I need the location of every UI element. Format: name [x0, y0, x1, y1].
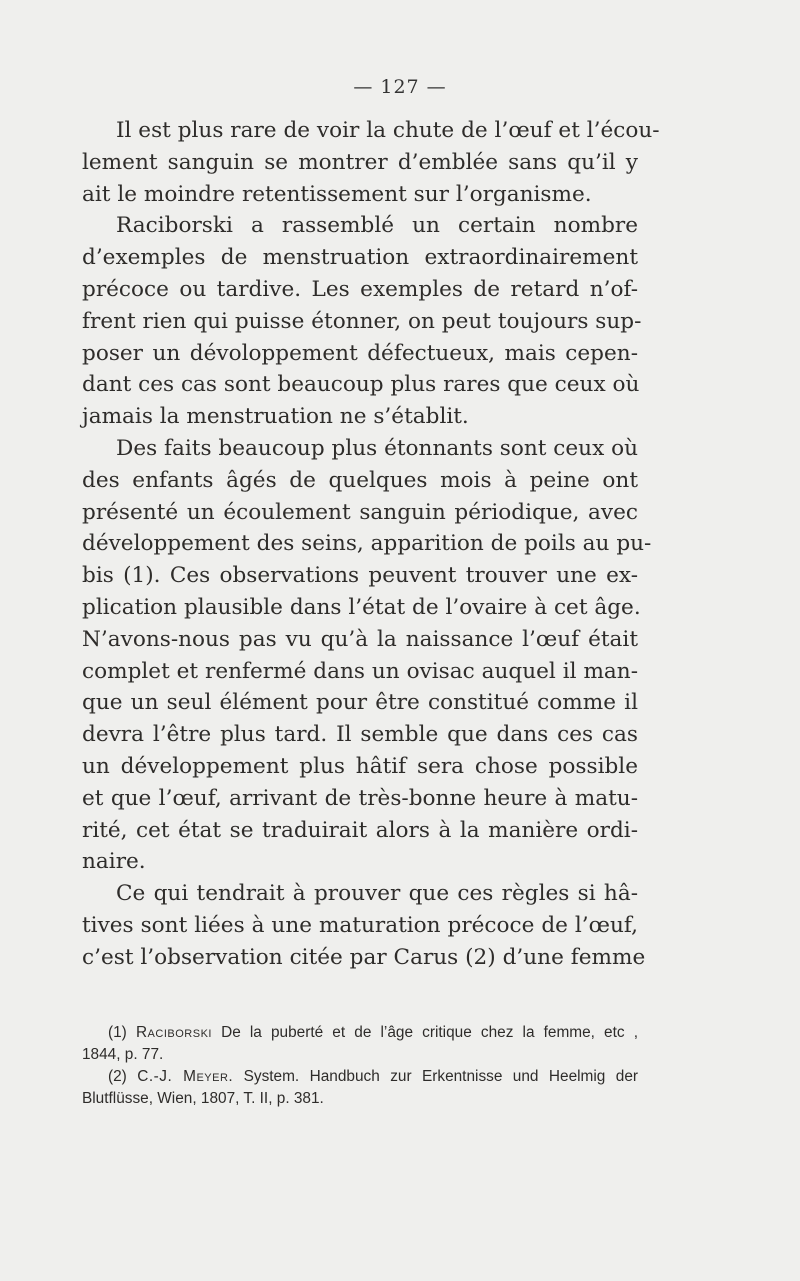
text-line: devra l’être plus tard. Il semble que dans ces cas: [82, 722, 638, 748]
footnote-1: [82, 1022, 638, 1044]
text-line: d’exemples de menstruation extraordinairement: [82, 245, 638, 271]
text-line: poser un dévoloppement défectueux, mais cepen-: [82, 340, 638, 366]
text-line: dant ces cas sont beaucoup plus rares que ceux où: [82, 372, 640, 398]
footnote-text: System. Handbuch zur Erkentnisse und Heelmig der: [243, 1068, 638, 1085]
text-line: plication plausible dans l’état de l’ovaire à cet âge.: [82, 594, 641, 620]
footnote-2-continuation: Blutflüsse, Wien, 1807, T. II, p. 381.: [82, 1090, 324, 1107]
text-line: N’avons-nous pas vu qu’à la naissance l’œuf était: [82, 626, 638, 652]
text-line: développement des seins, apparition de poils au pu-: [82, 531, 652, 557]
text-line: lement sanguin se montrer d’emblée sans qu’il y: [82, 149, 638, 175]
text-line: un développement plus hâtif sera chose possible: [82, 753, 638, 779]
text-line: Ce qui tendrait à prouver que ces règles si hâ-: [116, 881, 638, 907]
footnote-marker: (2): [108, 1068, 127, 1085]
text-line: Il est plus rare de voir la chute de l’œuf et l’écou-: [116, 118, 660, 143]
footnote-author: C.-J. Meyer.: [137, 1068, 234, 1085]
text-line: complet et renfermé dans un ovisac auquel il man-: [82, 658, 638, 684]
footnote-2: [82, 1066, 638, 1088]
text-line: c’est l’observation citée par Carus (2) d’une femme: [82, 944, 646, 970]
text-line: présenté un écoulement sanguin périodique, avec: [82, 499, 638, 525]
text-line: frent rien qui puisse étonner, on peut toujours sup-: [82, 308, 642, 334]
footnotes: [82, 1022, 638, 1110]
footnote-1-continuation: 1844, p. 77.: [82, 1046, 164, 1063]
text-line: bis (1). Ces observations peuvent trouver une ex-: [82, 563, 638, 589]
text-line: naire.: [82, 849, 146, 875]
text-line: des enfants âgés de quelques mois à peine ont: [82, 467, 638, 493]
text-line: jamais la menstruation ne s’établit.: [82, 404, 469, 430]
text-line: précoce ou tardive. Les exemples de retard n’of-: [82, 276, 638, 302]
body-text: [82, 115, 660, 974]
text-line: Des faits beaucoup plus étonnants sont ceux où: [116, 435, 639, 461]
text-line: Raciborski a rassemblé un certain nombre: [116, 213, 638, 239]
footnote-text: De la puberté et de l’âge critique chez la femme, etc ,: [221, 1024, 638, 1041]
page-number: — 127 —: [353, 76, 447, 98]
text-line: rité, cet état se traduirait alors à la manière ordi-: [82, 817, 638, 843]
text-line: et que l’œuf, arrivant de très-bonne heure à matu-: [82, 785, 638, 811]
footnote-author: Raciborski: [135, 1024, 212, 1041]
text-line: ait le moindre retentissement sur l’organisme.: [82, 181, 592, 207]
footnote-marker: (1): [108, 1024, 127, 1041]
text-line: que un seul élément pour être constitué comme il: [82, 690, 638, 716]
text-line: tives sont liées à une maturation précoce de l’œuf,: [82, 912, 638, 938]
